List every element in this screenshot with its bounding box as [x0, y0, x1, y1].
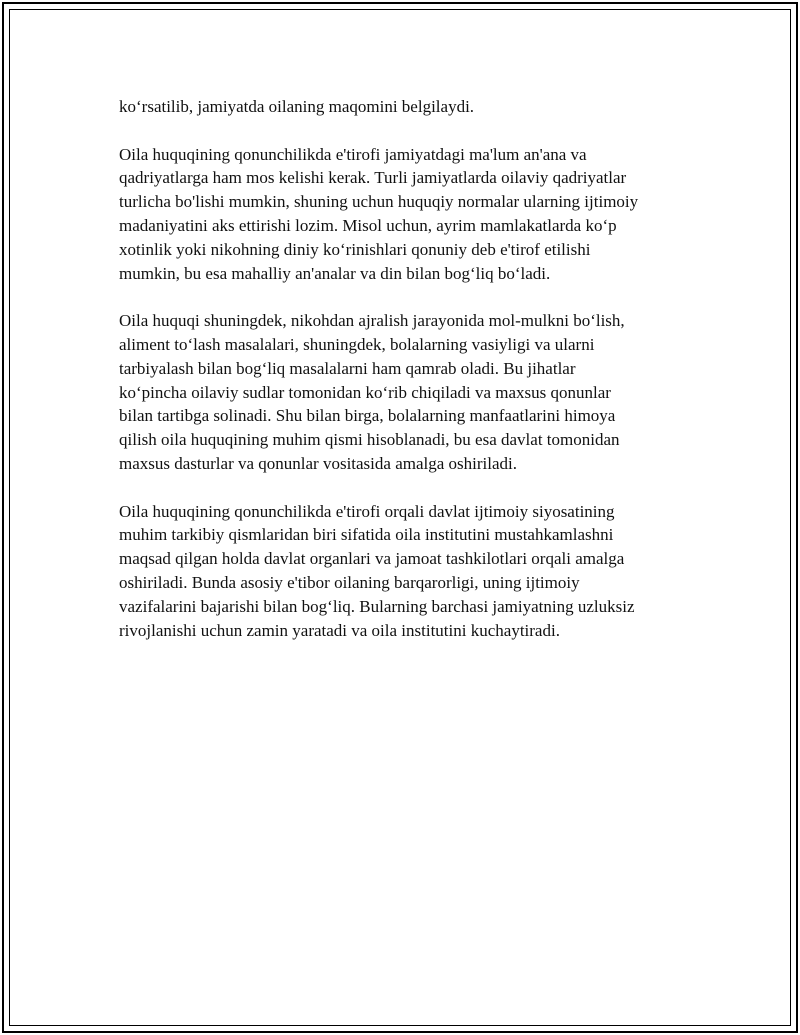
document-body	[119, 95, 689, 666]
paragraph-4	[119, 500, 689, 643]
paragraph-2	[119, 143, 689, 286]
text-line: qilish oila huquqining muhim qismi hisoblanadi, bu esa davlat tomonidan	[119, 430, 620, 450]
text-line: tarbiyalash bilan bog‘liq masalalarni ham qamrab oladi. Bu jihatlar	[119, 358, 576, 378]
paragraph-3	[119, 309, 689, 476]
text-line: qadriyatlarga ham mos kelishi kerak. Turli jamiyatlarda oilaviy qadriyatlar	[119, 168, 627, 188]
text-line: vazifalarini bajarishi bilan bog‘liq. Bularning barchasi jamiyatning uzluksiz	[119, 596, 635, 616]
text-line: Oila huquqi shuningdek, nikohdan ajralish jarayonida mol-mulkni bo‘lish,	[119, 311, 625, 331]
text-line: rivojlanishi uchun zamin yaratadi va oila institutini kuchaytiradi.	[119, 620, 560, 640]
text-line: ko‘rsatilib, jamiyatda oilaning maqomini belgilaydi.	[119, 97, 475, 116]
text-line: ko‘pincha oilaviy sudlar tomonidan ko‘rib chiqiladi va maxsus qonunlar	[119, 382, 611, 402]
text-line: aliment to‘lash masalalari, shuningdek, bolalarning vasiyligi va ularni	[119, 334, 595, 354]
text-line: turlicha bo'lishi mumkin, shuning uchun huquqiy normalar ularning ijtimoiy	[119, 192, 639, 212]
text-line: xotinlik yoki nikohning diniy ko‘rinishlari qonuniy deb e'tirof etilishi	[119, 239, 591, 259]
text-line: muhim tarkibiy qismlaridan biri sifatida oila institutini mustahkamlashni	[119, 525, 614, 545]
text-line: Oila huquqining qonunchilikda e'tirofi jamiyatdagi ma'lum an'ana va	[119, 144, 587, 164]
text-line: maxsus dasturlar va qonunlar vositasida amalga oshiriladi.	[119, 453, 517, 473]
text-line: bilan tartibga solinadi. Shu bilan birga, bolalarning manfaatlarini himoya	[119, 406, 616, 426]
text-line: madaniyatini aks ettirishi lozim. Misol uchun, ayrim mamlakatlarda ko‘p	[119, 215, 617, 235]
text-line: maqsad qilgan holda davlat organlari va jamoat tashkilotlari orqali amalga	[119, 549, 625, 569]
paragraph-1	[119, 95, 689, 119]
text-line: mumkin, bu esa mahalliy an'analar va din bilan bog‘liq bo‘ladi.	[119, 263, 551, 283]
text-line: Oila huquqining qonunchilikda e'tirofi orqali davlat ijtimoiy siyosatining	[119, 501, 615, 521]
text-line: oshiriladi. Bunda asosiy e'tibor oilaning barqarorligi, uning ijtimoiy	[119, 572, 580, 592]
